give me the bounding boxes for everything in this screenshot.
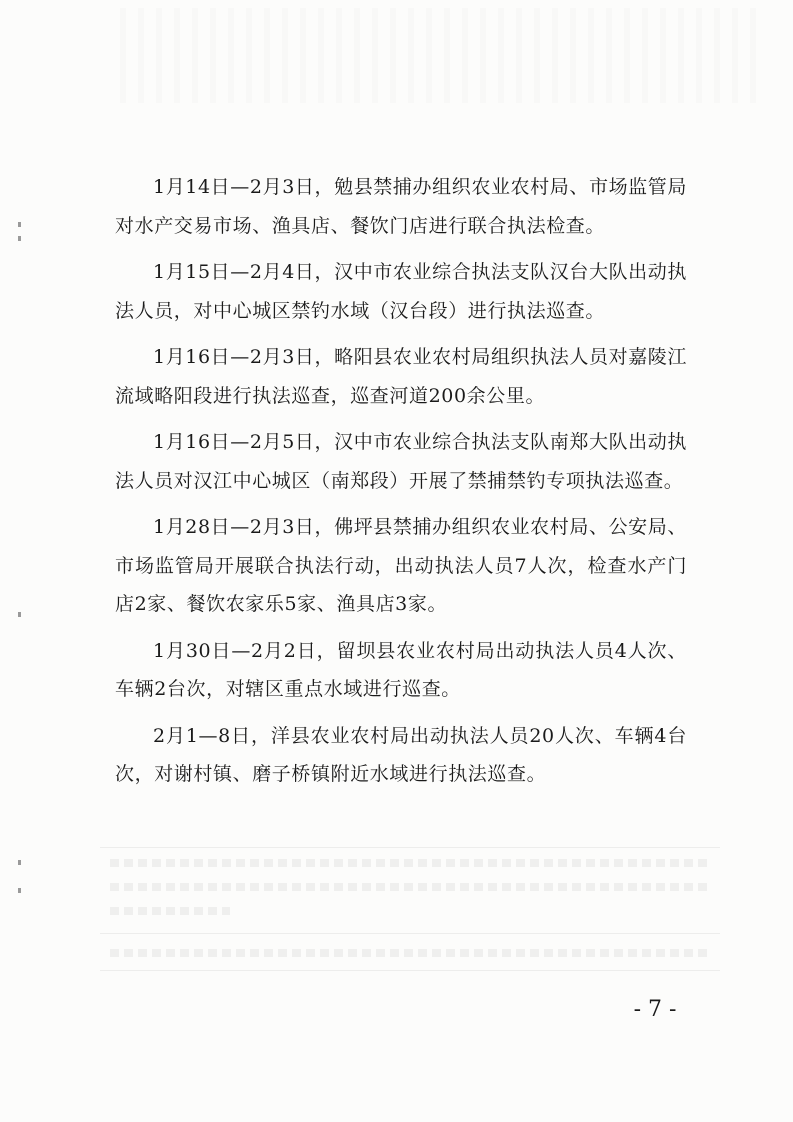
paragraph-mianxian: 1月14日—2月3日，勉县禁捕办组织农业农村局、市场监管局对水产交易市场、渔具店、餐饮门店进行联合执法检查。	[115, 176, 687, 237]
page-number: - 7 -	[633, 997, 677, 1022]
paragraph-foping: 1月28日—2月3日，佛坪县禁捕办组织农业农村局、公安局、市场监管局开展联合执法行动，出动执法人员7人次，检查水产门店2家、餐饮农家乐5家、渔具店3家。	[115, 516, 687, 615]
bleed-text-row	[110, 907, 230, 915]
scan-bleed-through-top	[120, 8, 760, 103]
scan-mark	[18, 888, 21, 893]
paragraph-nanzheng: 1月16日—2月5日，汉中市农业综合执法支队南郑大队出动执法人员对汉江中心城区（南郑段）开展了禁捕禁钓专项执法巡查。	[115, 431, 687, 492]
bleed-line	[100, 847, 720, 848]
scan-mark	[18, 860, 21, 865]
scan-mark	[18, 222, 21, 227]
document-body	[115, 168, 687, 802]
paragraph-lueyang: 1月16日—2月3日，略阳县农业农村局组织执法人员对嘉陵江流域略阳段进行执法巡查，巡查河道200余公里。	[115, 346, 687, 407]
scan-mark	[18, 612, 21, 617]
paragraph-liuba: 1月30日—2月2日，留坝县农业农村局出动执法人员4人次、车辆2台次，对辖区重点水域进行巡查。	[115, 639, 687, 700]
bleed-line	[100, 933, 720, 934]
bleed-text-row	[110, 859, 710, 867]
bleed-text-row	[110, 883, 710, 891]
bleed-text-row	[110, 949, 710, 957]
scan-mark	[18, 236, 21, 241]
scan-bleed-through-bottom	[100, 845, 720, 975]
paragraph-yangxian: 2月1—8日，洋县农业农村局出动执法人员20人次、车辆4台次，对谢村镇、磨子桥镇附近水域进行执法巡查。	[115, 724, 687, 785]
paragraph-hantai: 1月15日—2月4日，汉中市农业综合执法支队汉台大队出动执法人员，对中心城区禁钓水域（汉台段）进行执法巡查。	[115, 261, 687, 322]
bleed-line	[100, 970, 720, 971]
